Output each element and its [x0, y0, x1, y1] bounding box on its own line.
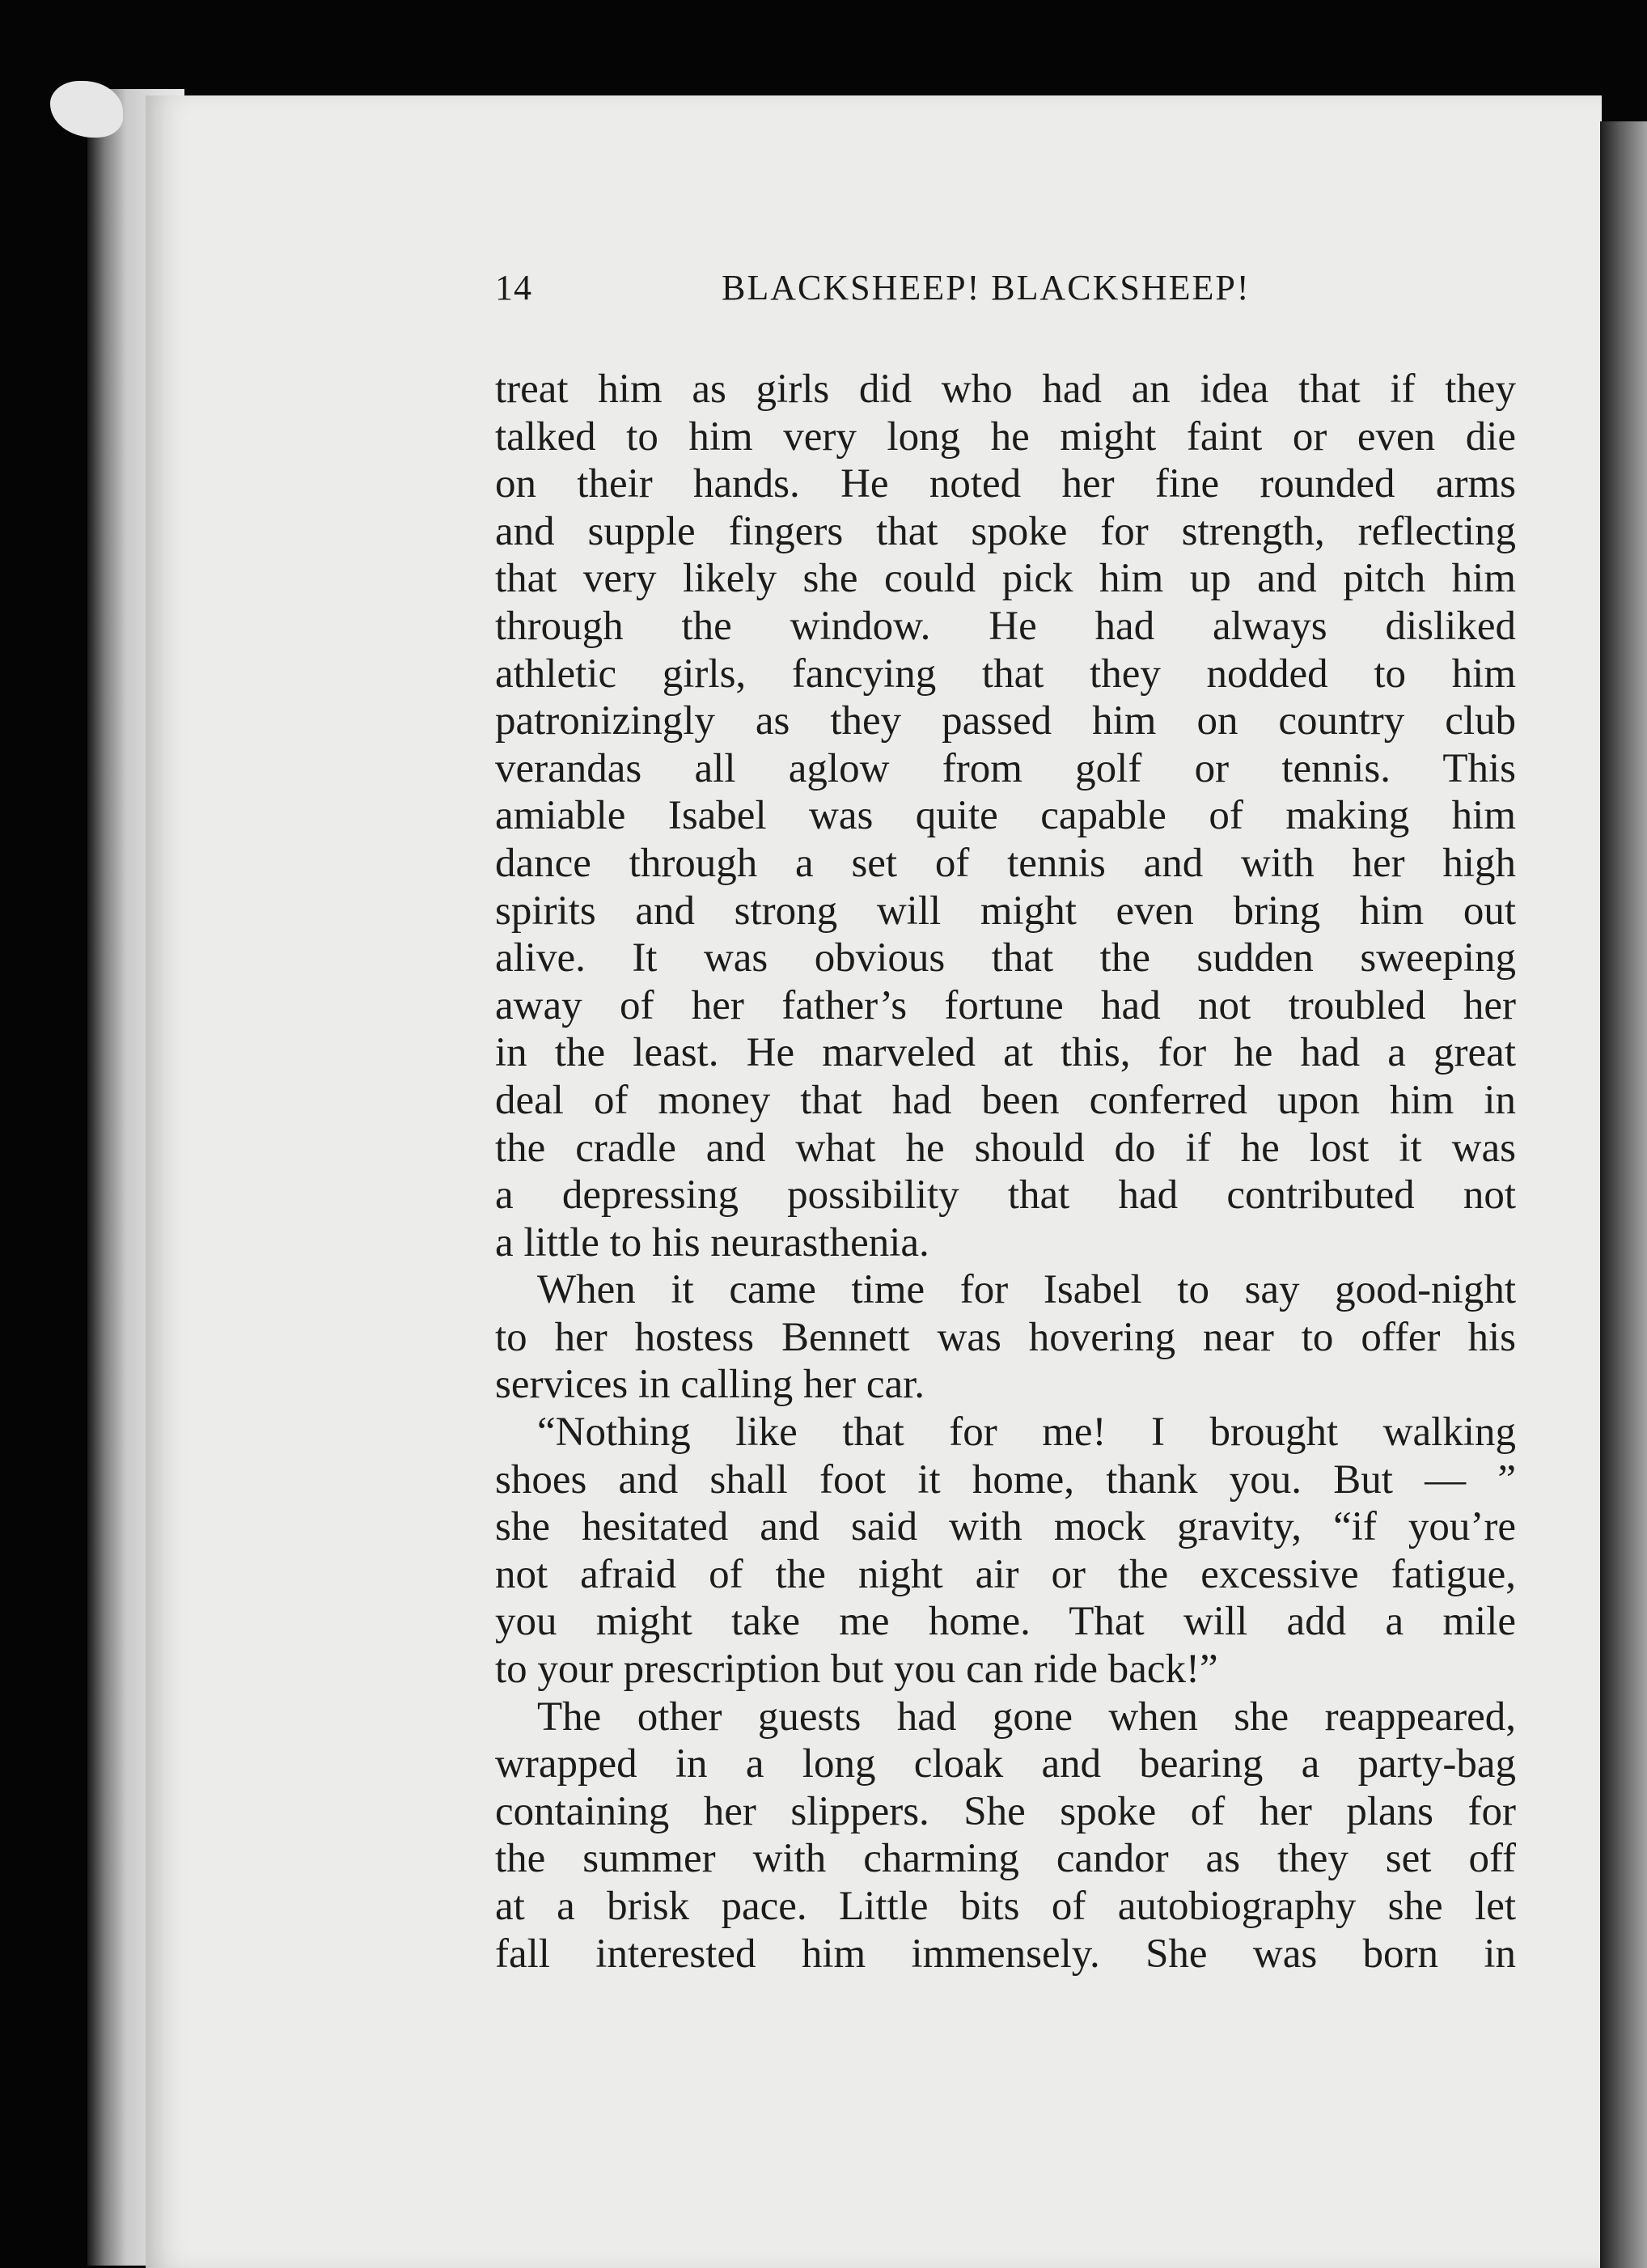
- text-line: deal of money that had been conferred upon him in: [495, 1077, 1516, 1123]
- text-line: on their hands. He noted her fine rounded arms: [495, 461, 1516, 507]
- body-text: [495, 366, 1516, 1978]
- text-line: patronizingly as they passed him on country club: [495, 698, 1516, 744]
- text-line: talked to him very long he might faint or even die: [495, 413, 1516, 460]
- paragraph-end-line: a little to his neurasthenia.: [495, 1219, 929, 1265]
- paragraph-start-line: “Nothing like that for me! I brought walking: [537, 1410, 1516, 1456]
- text-line: treat him as girls did who had an idea that if they: [495, 367, 1516, 412]
- text-line: shoes and shall foot it home, thank you. But — ”: [495, 1456, 1516, 1503]
- text-line: you might take me home. That will add a mile: [495, 1599, 1516, 1645]
- paragraph-end-line: services in calling her car.: [495, 1362, 925, 1408]
- text-line: amiable Isabel was quite capable of making him: [495, 793, 1516, 839]
- text-line: a depressing possibility that had contributed not: [495, 1172, 1516, 1219]
- text-line: not afraid of the night air or the excessive fatigue,: [495, 1551, 1516, 1597]
- paragraph-start-line: When it came time for Isabel to say good-night: [537, 1267, 1516, 1313]
- text-line: through the window. He had always disliked: [495, 603, 1516, 649]
- text-line: wrapped in a long cloak and bearing a party-bag: [495, 1741, 1516, 1787]
- paragraph-start-line: The other guests had gone when she reappeared,: [537, 1694, 1516, 1740]
- text-line: and supple fingers that spoke for strength, reflecting: [495, 508, 1516, 554]
- text-line: that very likely she could pick him up and pitch him: [495, 556, 1516, 602]
- paragraph-end-line: to your prescription but you can ride back!”: [495, 1647, 1218, 1693]
- text-line: the cradle and what he should do if he lost it was: [495, 1125, 1516, 1171]
- page-number: 14: [495, 268, 532, 307]
- text-line: fall interested him immensely. She was born in: [495, 1931, 1516, 1977]
- text-line: away of her father’s fortune had not troubled her: [495, 982, 1516, 1028]
- text-line: she hesitated and said with mock gravity, “if you’re: [495, 1504, 1516, 1550]
- text-line: at a brisk pace. Little bits of autobiography she let: [495, 1884, 1516, 1929]
- page-right-edge: [1600, 121, 1647, 2268]
- text-line: to her hostess Bennett was hovering near to offer his: [495, 1314, 1516, 1360]
- text-line: verandas all aglow from golf or tennis. This: [495, 745, 1516, 791]
- text-line: spirits and strong will might even bring him out: [495, 888, 1516, 934]
- running-title: BLACKSHEEP! BLACKSHEEP!: [722, 268, 1251, 307]
- text-line: containing her slippers. She spoke of her plans for: [495, 1788, 1516, 1834]
- text-line: in the least. He marveled at this, for he had a great: [495, 1030, 1516, 1076]
- text-line: the summer with charming candor as they set off: [495, 1836, 1516, 1882]
- text-line: athletic girls, fancying that they nodded to him: [495, 651, 1516, 697]
- text-line: alive. It was obvious that the sudden sweeping: [495, 935, 1516, 981]
- running-header: [495, 267, 1328, 316]
- text-line: dance through a set of tennis and with her high: [495, 840, 1516, 886]
